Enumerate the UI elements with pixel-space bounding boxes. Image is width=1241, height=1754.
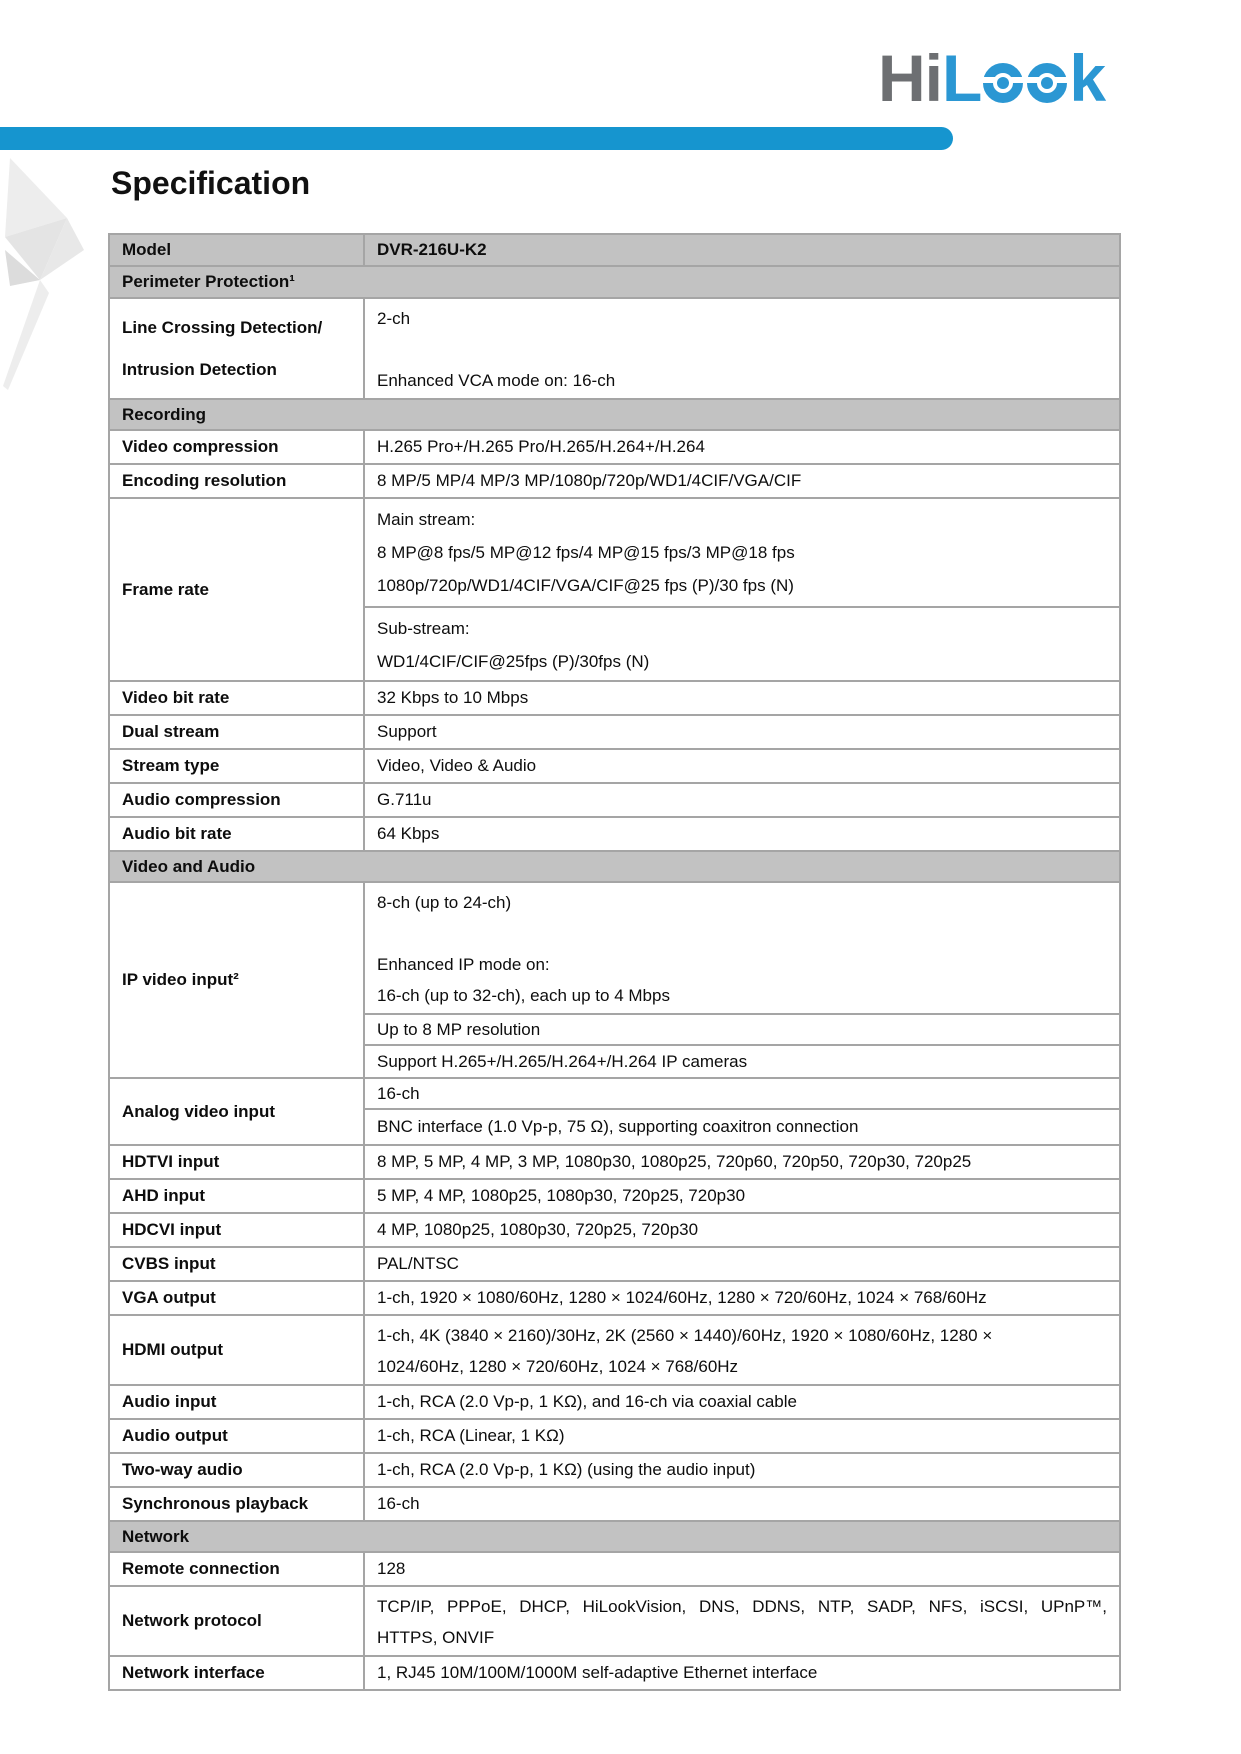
spec-value: H.265 Pro+/H.265 Pro/H.265/H.264+/H.264: [364, 430, 1120, 464]
hilook-logo: [878, 40, 1106, 115]
spec-label: Audio bit rate: [109, 817, 364, 851]
row-synchronous-playback: [109, 1487, 1120, 1521]
row-frame-rate-main: [109, 498, 1120, 607]
row-analog-video-input-1: [109, 1078, 1120, 1109]
spec-value: [364, 882, 1120, 1014]
value-line: WD1/4CIF/CIF@25fps (P)/30fps (N): [377, 652, 650, 671]
value-spacer: [377, 334, 1107, 365]
watermark-star-icon: [0, 150, 120, 410]
value-line: 8-ch (up to 24-ch): [377, 893, 512, 912]
spec-value: 1, RJ45 10M/100M/1000M self-adaptive Ethernet interface: [364, 1656, 1120, 1690]
value-line: Enhanced IP mode on:: [377, 955, 550, 974]
spec-label: Two-way audio: [109, 1453, 364, 1487]
spec-value: Up to 8 MP resolution: [364, 1014, 1120, 1045]
logo-hi-text: Hi: [878, 41, 942, 115]
value-line: 1024/60Hz, 1280 × 720/60Hz, 1024 × 768/60Hz: [377, 1357, 739, 1376]
spec-label: [109, 298, 364, 399]
row-video-bit-rate: [109, 681, 1120, 715]
logo-eye-icon: [983, 63, 1023, 103]
spec-label: HDTVI input: [109, 1145, 364, 1179]
row-network-protocol: [109, 1586, 1120, 1656]
row-two-way-audio: [109, 1453, 1120, 1487]
spec-value: 128: [364, 1552, 1120, 1586]
value-line: 8 MP@8 fps/5 MP@12 fps/4 MP@15 fps/3 MP@18 fps: [377, 543, 795, 562]
logo-k-text: k: [1069, 41, 1106, 115]
spec-label: Dual stream: [109, 715, 364, 749]
value-line: 1080p/720p/WD1/4CIF/VGA/CIF@25 fps (P)/30 fps (N): [377, 576, 794, 595]
spec-value: [364, 498, 1120, 607]
spec-value: 4 MP, 1080p25, 1080p30, 720p25, 720p30: [364, 1213, 1120, 1247]
spec-label: Video compression: [109, 430, 364, 464]
spec-value: 16-ch: [364, 1078, 1120, 1109]
row-audio-output: [109, 1419, 1120, 1453]
spec-label: VGA output: [109, 1281, 364, 1315]
brand-accent-bar: [0, 127, 953, 150]
spec-value: G.711u: [364, 783, 1120, 817]
row-vga-output: [109, 1281, 1120, 1315]
spec-value: BNC interface (1.0 Vp-p, 75 Ω), supporting coaxitron connection: [364, 1109, 1120, 1145]
spec-value: [364, 298, 1120, 399]
row-cvbs-input: [109, 1247, 1120, 1281]
row-hdcvi-input: [109, 1213, 1120, 1247]
spec-value: Support H.265+/H.265/H.264+/H.264 IP cameras: [364, 1045, 1120, 1078]
spec-value: 16-ch: [364, 1487, 1120, 1521]
row-line-crossing-detection: [109, 298, 1120, 399]
spec-label: Stream type: [109, 749, 364, 783]
spec-value: 32 Kbps to 10 Mbps: [364, 681, 1120, 715]
spec-label: Frame rate: [109, 498, 364, 681]
spec-label: Video bit rate: [109, 681, 364, 715]
value-line: HTTPS, ONVIF: [377, 1628, 495, 1647]
spec-label: AHD input: [109, 1179, 364, 1213]
section-recording: [109, 399, 1120, 430]
value-line: Sub-stream:: [377, 619, 470, 638]
spec-value: 1-ch, RCA (2.0 Vp-p, 1 KΩ) (using the audio input): [364, 1453, 1120, 1487]
value-line: 2-ch: [377, 309, 411, 328]
spec-value: PAL/NTSC: [364, 1247, 1120, 1281]
row-hdmi-output: [109, 1315, 1120, 1385]
section-header: Video and Audio: [109, 851, 1120, 882]
spec-value: DVR-216U-K2: [364, 234, 1120, 266]
section-video-and-audio: [109, 851, 1120, 882]
value-spacer: [377, 918, 1107, 949]
spec-value: 8 MP/5 MP/4 MP/3 MP/1080p/720p/WD1/4CIF/VGA/CIF: [364, 464, 1120, 498]
spec-value: [364, 607, 1120, 681]
row-encoding-resolution: [109, 464, 1120, 498]
value-line: 16-ch (up to 32-ch), each up to 4 Mbps: [377, 986, 670, 1005]
value-line: TCP/IP, PPPoE, DHCP, HiLookVision, DNS, DDNS, NTP, SADP, NFS, iSCSI, UPnP™,: [377, 1597, 1107, 1616]
logo-eye-icon: [1027, 63, 1067, 103]
label-line: Line Crossing Detection/: [122, 317, 323, 337]
spec-value: [364, 1586, 1120, 1656]
spec-label: Network interface: [109, 1656, 364, 1690]
spec-label: Model: [109, 234, 364, 266]
spec-label: Analog video input: [109, 1078, 364, 1145]
value-line: Main stream:: [377, 510, 476, 529]
row-stream-type: [109, 749, 1120, 783]
section-network: [109, 1521, 1120, 1552]
section-header: Network: [109, 1521, 1120, 1552]
spec-value: 8 MP, 5 MP, 4 MP, 3 MP, 1080p30, 1080p25, 720p60, 720p50, 720p30, 720p25: [364, 1145, 1120, 1179]
section-header: Recording: [109, 399, 1120, 430]
spec-label: Network protocol: [109, 1586, 364, 1656]
row-model: [109, 234, 1120, 266]
spec-value: 64 Kbps: [364, 817, 1120, 851]
spec-label: Encoding resolution: [109, 464, 364, 498]
row-dual-stream: [109, 715, 1120, 749]
spec-label: Audio input: [109, 1385, 364, 1419]
label-line: Intrusion Detection: [122, 359, 277, 379]
spec-value: Support: [364, 715, 1120, 749]
section-perimeter-protection: [109, 266, 1120, 298]
spec-label: Audio output: [109, 1419, 364, 1453]
spec-value: 1-ch, 1920 × 1080/60Hz, 1280 × 1024/60Hz, 1280 × 720/60Hz, 1024 × 768/60Hz: [364, 1281, 1120, 1315]
spec-label: IP video input²: [109, 882, 364, 1078]
value-line: Enhanced VCA mode on: 16-ch: [377, 371, 616, 390]
spec-value: 1-ch, RCA (2.0 Vp-p, 1 KΩ), and 16-ch via coaxial cable: [364, 1385, 1120, 1419]
spec-label: HDMI output: [109, 1315, 364, 1385]
row-video-compression: [109, 430, 1120, 464]
specification-table: [108, 233, 1121, 1691]
spec-value: 1-ch, RCA (Linear, 1 KΩ): [364, 1419, 1120, 1453]
spec-label: Audio compression: [109, 783, 364, 817]
spec-value: 5 MP, 4 MP, 1080p25, 1080p30, 720p25, 720p30: [364, 1179, 1120, 1213]
spec-label: Synchronous playback: [109, 1487, 364, 1521]
spec-label: HDCVI input: [109, 1213, 364, 1247]
logo-l-text: L: [942, 41, 982, 115]
row-audio-bit-rate: [109, 817, 1120, 851]
row-network-interface: [109, 1656, 1120, 1690]
row-ip-video-input-1: [109, 882, 1120, 1014]
page-title: Specification: [111, 165, 311, 201]
row-hdtvi-input: [109, 1145, 1120, 1179]
row-audio-input: [109, 1385, 1120, 1419]
spec-label: Remote connection: [109, 1552, 364, 1586]
spec-label: CVBS input: [109, 1247, 364, 1281]
section-header: Perimeter Protection¹: [109, 266, 1120, 298]
spec-value: Video, Video & Audio: [364, 749, 1120, 783]
value-line: 1-ch, 4K (3840 × 2160)/30Hz, 2K (2560 × 1440)/60Hz, 1920 × 1080/60Hz, 1280 ×: [377, 1326, 993, 1345]
row-audio-compression: [109, 783, 1120, 817]
spec-value: [364, 1315, 1120, 1385]
row-ahd-input: [109, 1179, 1120, 1213]
row-remote-connection: [109, 1552, 1120, 1586]
